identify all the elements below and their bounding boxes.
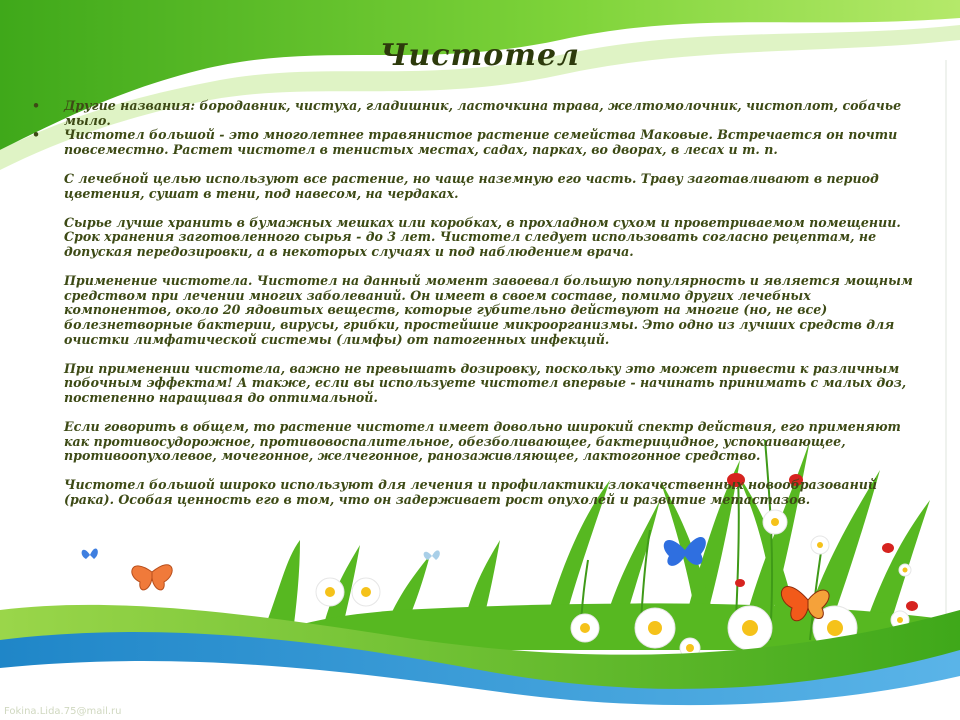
bullet-item-description: • Чистотел большой - это многолетнее травянистое растение семейства Маковые. Встречается он почти повсеместно. Растет чистотел в тенистых местах, садах, парках, во дворах, в лесах и т. п. [38, 128, 918, 157]
paragraph-oncology: Чистотел большой широко используют для лечения и профилактики злокачественных новообразований (рака). Особая ценность его в том, что он задерживает рост опухолей и развитие метастазов. [64, 477, 878, 508]
butterfly-orange-left [132, 565, 172, 590]
paragraph-actions: Если говорить в общем, то растение чистотел имеет довольно широкий спектр действия, его применяют как противосудорожное, противовоспалительное, обезболивающее, бактерицидное, успокаивающее, противоопухолевое, мочегонное, желчегонное, ранозаживляющее, лактогонное средство. [64, 419, 901, 464]
page-title: Чистотел [379, 38, 580, 73]
paragraph-dosage: При применении чистотела, важно не превышать дозировку, поскольку это может привести к различным побочным эффектам! А также, если вы используете чистотел впервые - начинать принимать с малых доз, постепенно наращивая до оптимальной. [64, 360, 907, 405]
paragraph-storage: Сырье лучше хранить в бумажных мешках или коробках, в прохладном сухом и проветриваемом помещении. Срок хранения заготовленного сырья - до 3 лет. Чистотел следует использовать согласно рецептам, не допуская передозировки, а в некоторых случаях и под наблюдением врача. [64, 214, 901, 259]
paragraph-harvest: С лечебной целью используют все растение, но чаще наземную его часть. Траву заготавливают в период цветения, сушат в тени, под навесом, на чердаках. [64, 170, 879, 201]
butterfly-small-blue [82, 548, 98, 559]
bullet-item-names: • Другие названия: бородавник, чистуха, гладишник, ласточкина трава, желтомолочник, чистоплот, собачье мыло. [38, 99, 918, 128]
footer-email: Fokina.Lida.75@mail.ru [4, 706, 122, 717]
paragraph-application: Применение чистотела. Чистотел на данный момент завоевал большую популярность и является мощным средством при лечении многих заболеваний. Он имеет в своем составе, помимо других лечебных компонентов, около 20 ядовитых веществ, которые губительно действуют на многие (но, не все) болезнетворные бактерии, вирусы, грибки, простейшие микроорганизмы. Это одно из лучших средств для очистки лимфатической системы (лимфы) от патогенных инфекций. [64, 273, 913, 347]
content-body [38, 99, 918, 508]
butterfly-small-light [424, 550, 440, 560]
